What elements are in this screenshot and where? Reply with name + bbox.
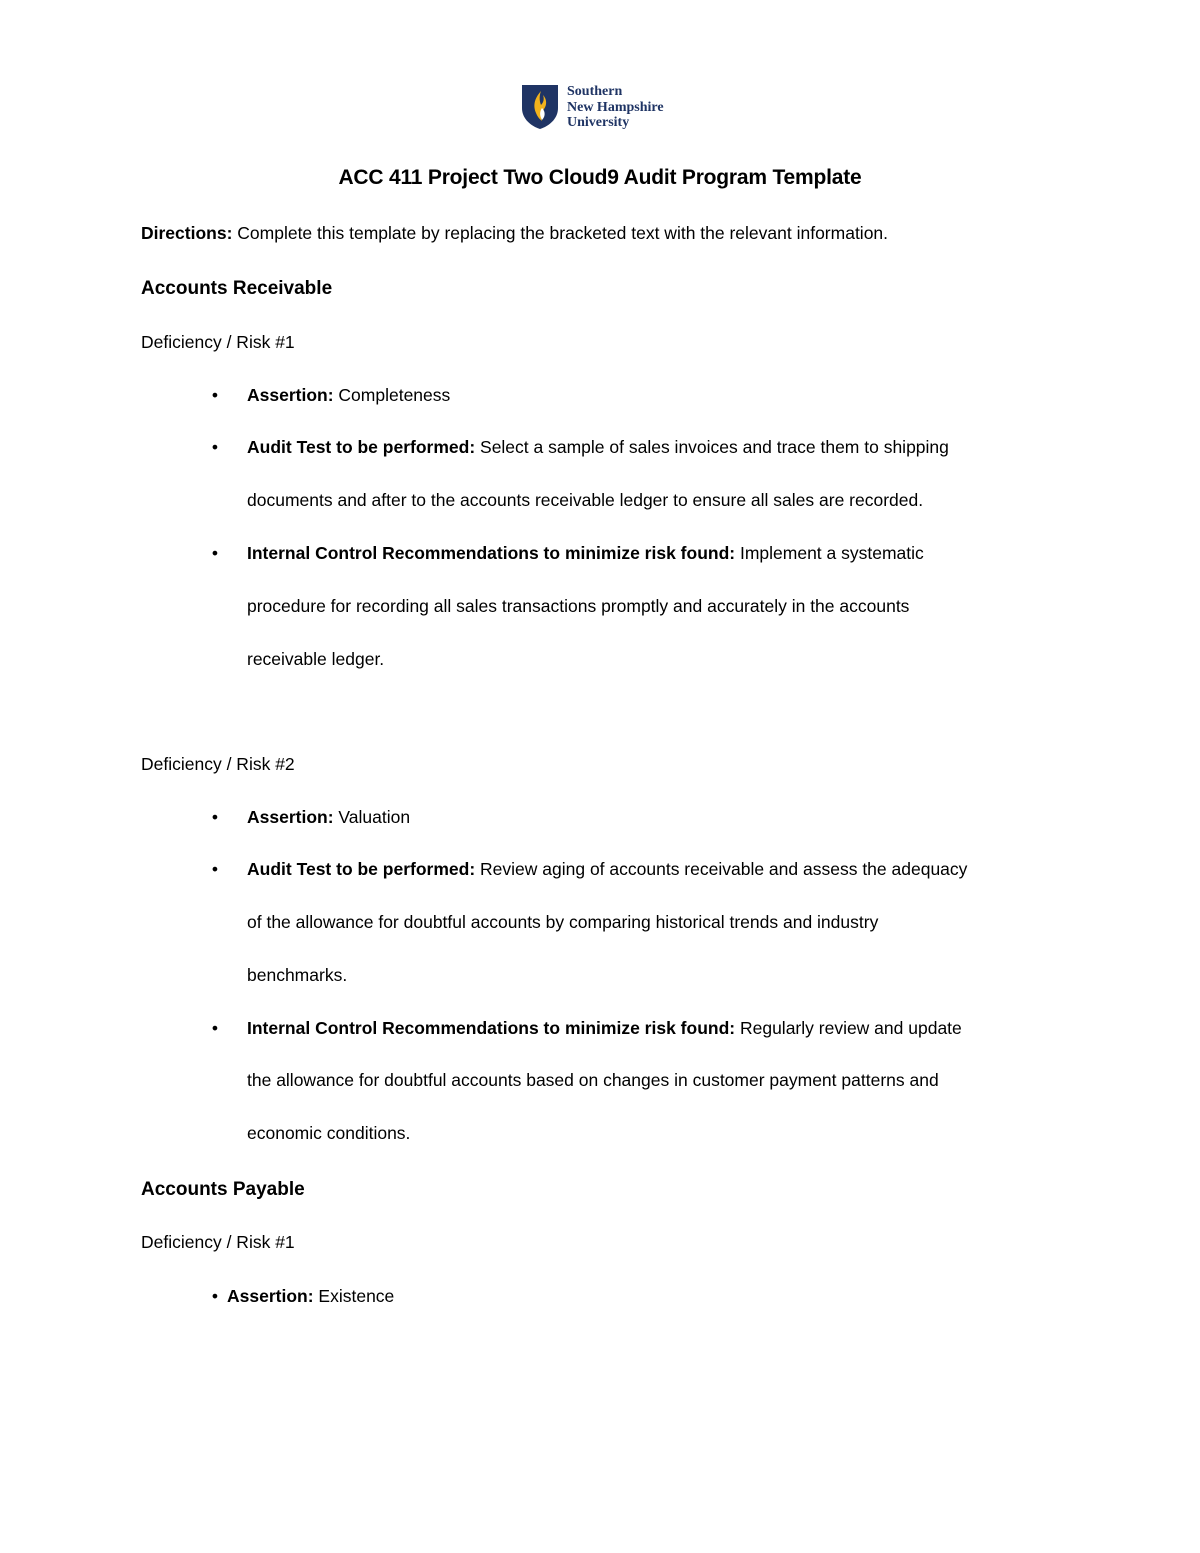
section-heading-accounts-payable: Accounts Payable bbox=[141, 1179, 305, 1200]
logo-line: New Hampshire bbox=[567, 99, 664, 115]
assertion-value: Existence bbox=[313, 1286, 395, 1306]
logo-line: University bbox=[567, 115, 630, 130]
control-recommendation-continuation: receivable ledger. bbox=[247, 649, 385, 669]
risk-label: Deficiency / Risk #2 bbox=[141, 754, 295, 774]
assertion-value: Completeness bbox=[333, 385, 451, 405]
bullet-icon: • bbox=[211, 859, 219, 879]
bullet-icon: • bbox=[211, 807, 219, 827]
audit-test-text: Select a sample of sales invoices and trace them to shipping bbox=[475, 437, 949, 457]
bullet-icon: • bbox=[211, 1286, 219, 1306]
snhu-logo bbox=[521, 84, 664, 132]
audit-test-continuation: documents and after to the accounts receivable ledger to ensure all sales are recorded. bbox=[247, 490, 924, 510]
directions-paragraph bbox=[141, 221, 888, 245]
audit-test-item bbox=[247, 435, 949, 459]
audit-test-continuation: of the allowance for doubtful accounts by comparing historical trends and industry bbox=[247, 912, 879, 932]
logo-wordmark bbox=[567, 84, 664, 131]
bullet-icon: • bbox=[211, 437, 219, 457]
audit-test-label: Audit Test to be performed: bbox=[247, 437, 476, 457]
control-recommendation-label: Internal Control Recommendations to minimize risk found: bbox=[247, 1018, 736, 1038]
logo-line: Southern bbox=[567, 84, 623, 99]
control-recommendation-text: Implement a systematic bbox=[735, 543, 924, 563]
directions-label: Directions: bbox=[141, 223, 233, 243]
control-recommendation-text: Regularly review and update bbox=[735, 1018, 962, 1038]
audit-test-text: Review aging of accounts receivable and assess the adequacy bbox=[475, 859, 968, 879]
control-recommendation-item bbox=[247, 541, 924, 565]
assertion-label: Assertion: bbox=[227, 1286, 314, 1306]
bullet-icon: • bbox=[211, 543, 219, 563]
assertion-item bbox=[247, 805, 410, 829]
assertion-item bbox=[247, 383, 450, 407]
assertion-label: Assertion: bbox=[247, 807, 334, 827]
control-recommendation-continuation: the allowance for doubtful accounts based on changes in customer payment patterns and bbox=[247, 1070, 939, 1090]
bullet-icon: • bbox=[211, 385, 219, 405]
assertion-item bbox=[227, 1284, 394, 1308]
assertion-label: Assertion: bbox=[247, 385, 334, 405]
audit-test-label: Audit Test to be performed: bbox=[247, 859, 476, 879]
control-recommendation-continuation: procedure for recording all sales transactions promptly and accurately in the accounts bbox=[247, 596, 910, 616]
assertion-value: Valuation bbox=[333, 807, 411, 827]
bullet-icon: • bbox=[211, 1018, 219, 1038]
section-heading-accounts-receivable: Accounts Receivable bbox=[141, 278, 333, 299]
audit-test-continuation: benchmarks. bbox=[247, 965, 348, 985]
control-recommendation-continuation: economic conditions. bbox=[247, 1123, 411, 1143]
shield-flame-icon bbox=[521, 84, 559, 130]
document-title: ACC 411 Project Two Cloud9 Audit Program Template bbox=[338, 166, 862, 189]
control-recommendation-label: Internal Control Recommendations to minimize risk found: bbox=[247, 543, 736, 563]
risk-label: Deficiency / Risk #1 bbox=[141, 1232, 295, 1252]
risk-label: Deficiency / Risk #1 bbox=[141, 332, 295, 352]
control-recommendation-item bbox=[247, 1016, 962, 1040]
directions-text: Complete this template by replacing the bracketed text with the relevant information. bbox=[232, 223, 889, 243]
audit-test-item bbox=[247, 857, 967, 881]
